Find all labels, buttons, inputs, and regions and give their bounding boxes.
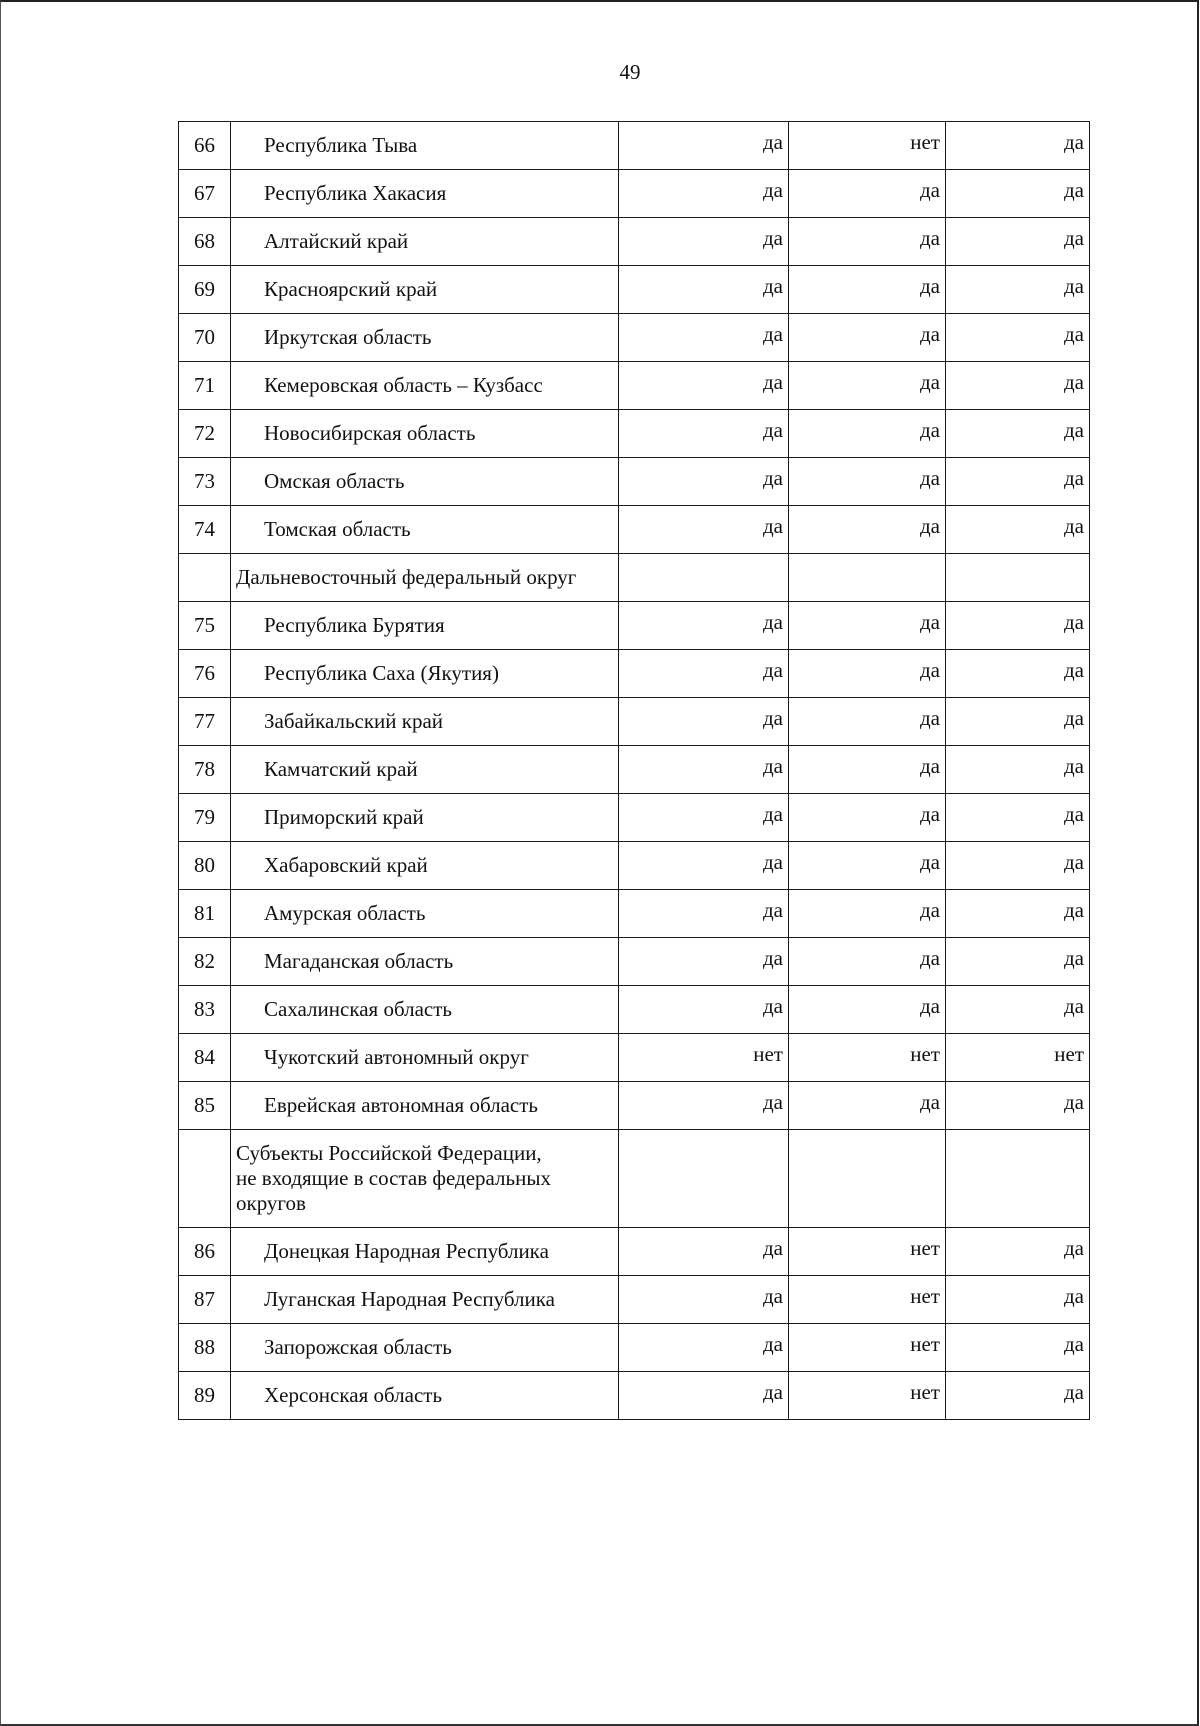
row-number: 89	[179, 1372, 231, 1420]
row-number: 79	[179, 794, 231, 842]
region-name: Республика Саха (Якутия)	[231, 650, 619, 698]
row-number: 83	[179, 986, 231, 1034]
value-cell-2: да	[789, 410, 946, 458]
value-cell-1: да	[619, 458, 789, 506]
table-row	[179, 602, 1090, 650]
value-cell-1: да	[619, 362, 789, 410]
value-cell-1: да	[619, 122, 789, 170]
region-name: Луганская Народная Республика	[231, 1276, 619, 1324]
value-cell-2: да	[789, 266, 946, 314]
value-cell-1: да	[619, 1082, 789, 1130]
value-cell-3: да	[946, 1276, 1090, 1324]
value-cell-2: нет	[789, 122, 946, 170]
value-cell-2: да	[789, 314, 946, 362]
row-number: 69	[179, 266, 231, 314]
value-cell-3: да	[946, 602, 1090, 650]
value-cell-2: да	[789, 362, 946, 410]
value-cell-2: да	[789, 890, 946, 938]
region-name: Донецкая Народная Республика	[231, 1228, 619, 1276]
region-name: Республика Тыва	[231, 122, 619, 170]
region-name: Приморский край	[231, 794, 619, 842]
row-number: 86	[179, 1228, 231, 1276]
region-name: Красноярский край	[231, 266, 619, 314]
value-cell-1: да	[619, 314, 789, 362]
value-cell-2: да	[789, 458, 946, 506]
value-cell-3: да	[946, 266, 1090, 314]
value-cell-3: да	[946, 1324, 1090, 1372]
value-cell-3: да	[946, 1228, 1090, 1276]
value-cell-1: да	[619, 938, 789, 986]
region-name: Магаданская область	[231, 938, 619, 986]
value-cell-2: да	[789, 650, 946, 698]
row-number: 80	[179, 842, 231, 890]
value-cell-1: да	[619, 986, 789, 1034]
row-number: 78	[179, 746, 231, 794]
value-cell-1: да	[619, 1372, 789, 1420]
region-name: Амурская область	[231, 890, 619, 938]
section-heading-row	[179, 554, 1090, 602]
value-cell-1: да	[619, 794, 789, 842]
value-cell-3: да	[946, 410, 1090, 458]
row-number: 75	[179, 602, 231, 650]
value-cell-1: да	[619, 218, 789, 266]
table-row	[179, 986, 1090, 1034]
region-name: Запорожская область	[231, 1324, 619, 1372]
value-cell-1: да	[619, 506, 789, 554]
region-name: Республика Бурятия	[231, 602, 619, 650]
table-row	[179, 890, 1090, 938]
row-number: 74	[179, 506, 231, 554]
row-number: 71	[179, 362, 231, 410]
value-cell-2: да	[789, 602, 946, 650]
regions-table-body	[179, 122, 1090, 1420]
value-cell-1: да	[619, 890, 789, 938]
table-row	[179, 410, 1090, 458]
table-row	[179, 458, 1090, 506]
value-cell-3: да	[946, 122, 1090, 170]
table-row	[179, 650, 1090, 698]
row-number: 85	[179, 1082, 231, 1130]
table-row	[179, 314, 1090, 362]
value-cell-2: нет	[789, 1276, 946, 1324]
value-cell-1: да	[619, 602, 789, 650]
value-cell-3: да	[946, 890, 1090, 938]
region-name: Омская область	[231, 458, 619, 506]
value-cell-3: да	[946, 650, 1090, 698]
row-number-empty	[179, 1130, 231, 1228]
section-heading: Субъекты Российской Федерации, не входящие в состав федеральных округов	[231, 1130, 619, 1228]
value-cell-empty	[789, 1130, 946, 1228]
value-cell-2: да	[789, 986, 946, 1034]
value-cell-2: да	[789, 746, 946, 794]
value-cell-3: да	[946, 698, 1090, 746]
value-cell-1: да	[619, 1228, 789, 1276]
region-name: Республика Хакасия	[231, 170, 619, 218]
region-name: Алтайский край	[231, 218, 619, 266]
row-number: 67	[179, 170, 231, 218]
value-cell-1: да	[619, 410, 789, 458]
value-cell-1: да	[619, 650, 789, 698]
value-cell-3: нет	[946, 1034, 1090, 1082]
region-name: Кемеровская область – Кузбасс	[231, 362, 619, 410]
value-cell-2: нет	[789, 1372, 946, 1420]
table-row	[179, 938, 1090, 986]
value-cell-1: да	[619, 842, 789, 890]
value-cell-2: нет	[789, 1324, 946, 1372]
table-row	[179, 218, 1090, 266]
value-cell-3: да	[946, 506, 1090, 554]
region-name: Херсонская область	[231, 1372, 619, 1420]
table-row	[179, 506, 1090, 554]
region-name: Камчатский край	[231, 746, 619, 794]
value-cell-3: да	[946, 362, 1090, 410]
region-name: Сахалинская область	[231, 986, 619, 1034]
value-cell-empty	[619, 1130, 789, 1228]
value-cell-3: да	[946, 1372, 1090, 1420]
page-number: 49	[619, 60, 641, 84]
region-name: Забайкальский край	[231, 698, 619, 746]
value-cell-3: да	[946, 746, 1090, 794]
regions-table	[178, 121, 1090, 1420]
region-name: Новосибирская область	[231, 410, 619, 458]
value-cell-empty	[619, 554, 789, 602]
row-number: 72	[179, 410, 231, 458]
table-row	[179, 1082, 1090, 1130]
table-row	[179, 266, 1090, 314]
value-cell-2: нет	[789, 1228, 946, 1276]
value-cell-1: да	[619, 266, 789, 314]
value-cell-empty	[789, 554, 946, 602]
table-row	[179, 362, 1090, 410]
value-cell-2: да	[789, 170, 946, 218]
row-number: 68	[179, 218, 231, 266]
value-cell-2: да	[789, 506, 946, 554]
table-row	[179, 698, 1090, 746]
row-number: 66	[179, 122, 231, 170]
row-number: 73	[179, 458, 231, 506]
row-number: 81	[179, 890, 231, 938]
value-cell-2: да	[789, 218, 946, 266]
region-name: Иркутская область	[231, 314, 619, 362]
value-cell-1: да	[619, 746, 789, 794]
region-name: Чукотский автономный округ	[231, 1034, 619, 1082]
value-cell-2: да	[789, 1082, 946, 1130]
region-name: Томская область	[231, 506, 619, 554]
region-name: Еврейская автономная область	[231, 1082, 619, 1130]
value-cell-3: да	[946, 938, 1090, 986]
row-number: 77	[179, 698, 231, 746]
row-number: 88	[179, 1324, 231, 1372]
value-cell-1: да	[619, 698, 789, 746]
table-row	[179, 170, 1090, 218]
value-cell-2: да	[789, 698, 946, 746]
value-cell-1: да	[619, 1276, 789, 1324]
value-cell-2: да	[789, 794, 946, 842]
value-cell-1: да	[619, 1324, 789, 1372]
table-row	[179, 1372, 1090, 1420]
table-row	[179, 842, 1090, 890]
row-number: 70	[179, 314, 231, 362]
table-row	[179, 746, 1090, 794]
value-cell-3: да	[946, 218, 1090, 266]
value-cell-3: да	[946, 794, 1090, 842]
value-cell-3: да	[946, 1082, 1090, 1130]
table-row	[179, 1276, 1090, 1324]
value-cell-3: да	[946, 986, 1090, 1034]
table-row	[179, 122, 1090, 170]
section-heading: Дальневосточный федеральный округ	[231, 554, 619, 602]
value-cell-2: да	[789, 842, 946, 890]
value-cell-3: да	[946, 170, 1090, 218]
region-name: Хабаровский край	[231, 842, 619, 890]
section-heading-row	[179, 1130, 1090, 1228]
value-cell-2: нет	[789, 1034, 946, 1082]
row-number: 87	[179, 1276, 231, 1324]
table-row	[179, 794, 1090, 842]
value-cell-3: да	[946, 842, 1090, 890]
value-cell-3: да	[946, 458, 1090, 506]
row-number: 84	[179, 1034, 231, 1082]
value-cell-empty	[946, 1130, 1090, 1228]
row-number: 82	[179, 938, 231, 986]
table-row	[179, 1324, 1090, 1372]
value-cell-3: да	[946, 314, 1090, 362]
table-row	[179, 1228, 1090, 1276]
row-number: 76	[179, 650, 231, 698]
value-cell-1: да	[619, 170, 789, 218]
value-cell-empty	[946, 554, 1090, 602]
row-number-empty	[179, 554, 231, 602]
table-row	[179, 1034, 1090, 1082]
value-cell-2: да	[789, 938, 946, 986]
value-cell-1: нет	[619, 1034, 789, 1082]
